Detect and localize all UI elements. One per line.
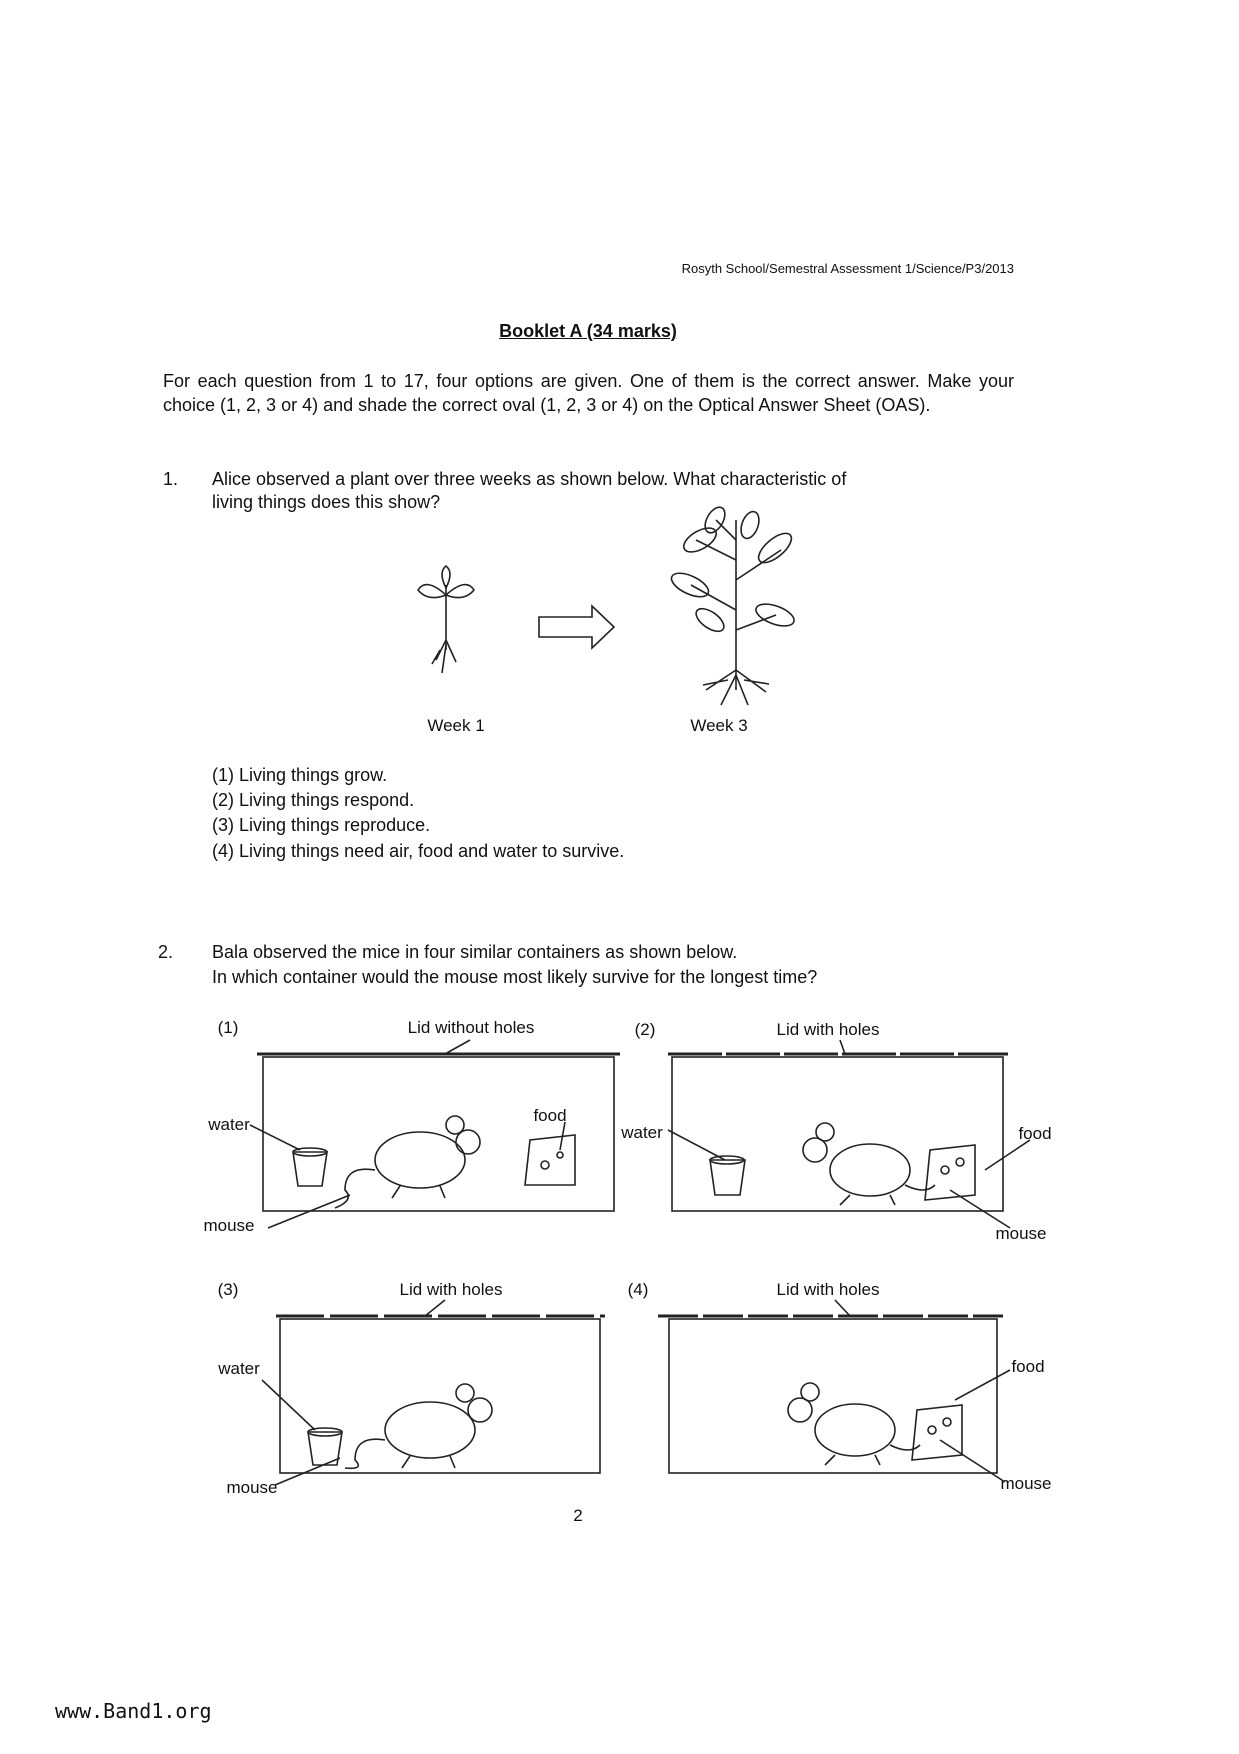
container1-mouse-label: mouse [203,1216,255,1235]
booklet-title: Booklet A (34 marks) [499,321,677,341]
water-cup-icon [293,1148,327,1186]
q1-text-line2: living things does this show? [212,492,441,512]
container1-food-label: food [533,1106,567,1125]
mouse-icon [803,1123,935,1205]
q2-number: 2. [158,942,174,962]
mouse-icon [335,1116,480,1208]
container1-option: (1) [217,1018,239,1037]
plant-week3-icon [668,504,797,705]
container2-water-label: water [621,1123,663,1142]
container-4 [658,1300,1010,1482]
running-head: Rosyth School/Semestral Assessment 1/Science/P3/2013 [681,261,1014,276]
container3-mouse-label: mouse [226,1478,278,1497]
container1-lid-label: Lid without holes [407,1018,535,1037]
q1-option-4: (4) Living things need air, food and water to survive. [212,841,625,861]
week1-label: Week 1 [427,716,485,735]
watermark: www.Band1.org [55,1699,212,1723]
container3-option: (3) [217,1280,239,1299]
cheese-icon [925,1145,975,1200]
water-cup-icon [710,1156,745,1195]
container2-option: (2) [634,1020,656,1039]
q1-number: 1. [163,469,179,489]
mouse-icon [788,1383,920,1465]
q2-text-line1: Bala observed the mice in four similar containers as shown below. [212,942,738,962]
container4-mouse-label: mouse [1000,1474,1052,1493]
week3-label: Week 3 [690,716,748,735]
page-number: 2 [573,1506,583,1525]
mouse-icon [345,1384,492,1468]
container3-water-label: water [218,1359,260,1378]
arrow-icon [539,606,614,648]
container4-food-label: food [1011,1357,1045,1376]
seedling-week1-icon [418,566,474,673]
cheese-icon [525,1135,575,1185]
q1-option-3: (3) Living things reproduce. [212,815,431,835]
instructions: For each question from 1 to 17, four options are given. One of them is the correct answer. Make your choice (1, 2, 3 or 4) and shade the correct oval (1, 2, 3 or 4) on the Optical Answer Sheet (OAS). [163,371,1014,415]
container1-water-label: water [208,1115,250,1134]
q1-option-2: (2) Living things respond. [212,790,415,810]
container2-lid-label: Lid with holes [776,1020,880,1039]
container-2 [668,1040,1030,1228]
q1-option-1: (1) Living things grow. [212,765,388,785]
q2-text-line2: In which container would the mouse most likely survive for the longest time? [212,967,818,987]
container3-lid-label: Lid with holes [399,1280,503,1299]
container4-lid-label: Lid with holes [776,1280,880,1299]
cheese-icon [912,1405,962,1460]
container4-option: (4) [627,1280,649,1299]
q1-text-line1: Alice observed a plant over three weeks as shown below. What characteristic of [212,469,847,489]
container-1 [250,1040,620,1228]
container2-mouse-label: mouse [995,1224,1047,1243]
container-3 [262,1300,605,1485]
container2-food-label: food [1018,1124,1052,1143]
